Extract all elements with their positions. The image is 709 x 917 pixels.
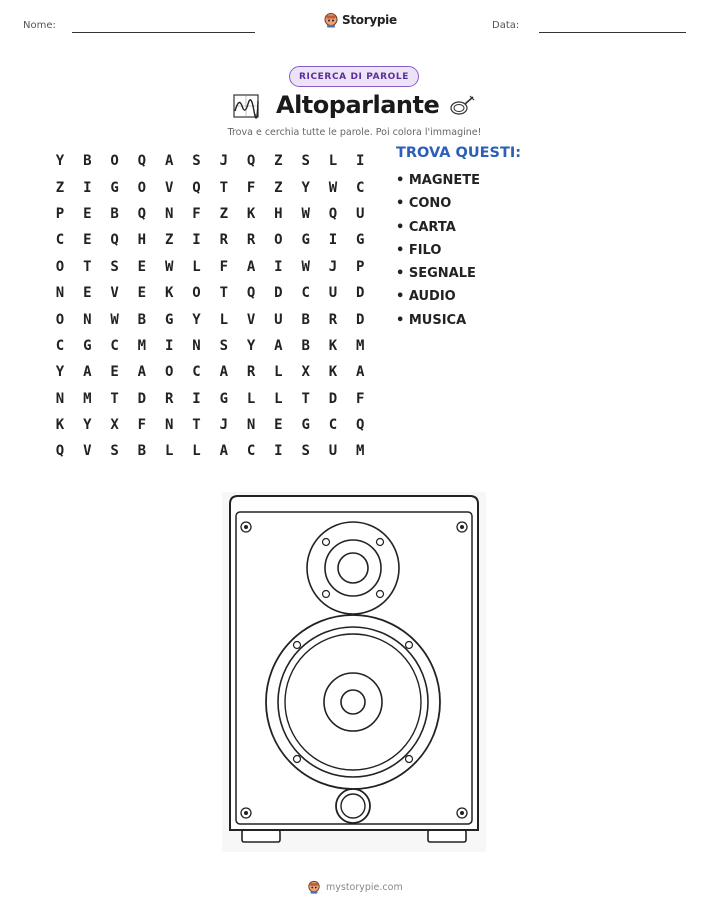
grid-letter[interactable]: C <box>246 443 256 460</box>
grid-letter[interactable]: A <box>274 337 283 354</box>
date-label: Data: <box>492 20 520 31</box>
grid-letter[interactable]: R <box>328 311 338 328</box>
date-line[interactable] <box>539 32 686 33</box>
grid-letter[interactable]: B <box>110 205 119 222</box>
grid-letter[interactable]: Q <box>328 205 338 222</box>
grid-letter[interactable]: L <box>192 258 201 275</box>
grid-letter[interactable]: I <box>274 443 283 460</box>
grid-letter[interactable]: R <box>164 390 174 407</box>
grid-letter[interactable]: X <box>301 364 310 381</box>
grid-letter[interactable]: E <box>137 285 147 302</box>
grid-letter[interactable]: M <box>356 337 365 354</box>
grid-letter[interactable]: L <box>274 364 283 381</box>
grid-letter[interactable]: B <box>137 443 147 460</box>
grid-letter[interactable]: E <box>137 258 147 275</box>
grid-letter[interactable]: F <box>192 205 201 222</box>
grid-letter[interactable]: S <box>192 153 201 170</box>
grid-letter[interactable]: X <box>110 417 119 434</box>
grid-letter[interactable]: J <box>328 258 338 275</box>
grid-letter[interactable]: F <box>246 179 256 196</box>
grid-letter[interactable]: S <box>110 258 119 275</box>
grid-letter[interactable]: K <box>246 205 256 222</box>
grid-letter[interactable]: O <box>192 285 201 302</box>
grid-letter[interactable]: N <box>246 417 256 434</box>
grid-letter[interactable]: U <box>328 285 338 302</box>
grid-letter[interactable]: V <box>110 285 119 302</box>
grid-letter[interactable]: U <box>328 443 338 460</box>
grid-letter[interactable]: K <box>328 364 338 381</box>
grid-letter[interactable]: I <box>192 390 201 407</box>
word-item: • FILO <box>396 242 442 258</box>
grid-letter[interactable]: T <box>301 390 310 407</box>
grid-letter[interactable]: N <box>164 205 174 222</box>
grid-letter[interactable]: S <box>110 443 119 460</box>
grid-letter[interactable]: U <box>356 205 365 222</box>
grid-letter[interactable]: O <box>164 364 174 381</box>
grid-letter[interactable]: Q <box>246 285 256 302</box>
grid-letter[interactable]: B <box>301 311 310 328</box>
grid-letter[interactable]: G <box>301 232 310 249</box>
page-title: Altoparlante <box>276 91 440 119</box>
grid-letter[interactable]: L <box>219 311 228 328</box>
grid-letter[interactable]: W <box>301 258 310 275</box>
grid-letter[interactable]: F <box>219 258 228 275</box>
grid-letter[interactable]: W <box>164 258 174 275</box>
grid-letter[interactable]: O <box>110 153 119 170</box>
grid-letter[interactable]: Y <box>83 417 92 434</box>
grid-letter[interactable]: W <box>301 205 310 222</box>
grid-letter[interactable]: G <box>83 337 92 354</box>
grid-letter[interactable]: C <box>55 337 65 354</box>
grid-letter[interactable]: K <box>328 337 338 354</box>
activity-badge: RICERCA DI PAROLE <box>289 66 419 87</box>
grid-letter[interactable]: E <box>83 232 92 249</box>
grid-letter[interactable]: B <box>83 153 92 170</box>
grid-letter[interactable]: Y <box>301 179 310 196</box>
grid-letter[interactable]: R <box>246 232 256 249</box>
grid-letter[interactable]: Q <box>137 153 147 170</box>
grid-letter[interactable]: Z <box>274 179 283 196</box>
grid-letter[interactable]: U <box>274 311 283 328</box>
grid-letter[interactable]: A <box>219 443 228 460</box>
grid-letter[interactable]: A <box>219 364 228 381</box>
grid-letter[interactable]: T <box>192 417 201 434</box>
grid-letter[interactable]: V <box>246 311 256 328</box>
grid-letter[interactable]: G <box>219 390 228 407</box>
brand-name: Storypie <box>342 13 397 27</box>
grid-letter[interactable]: P <box>356 258 365 275</box>
grid-letter[interactable]: L <box>192 443 201 460</box>
word-item: • CONO <box>396 196 452 212</box>
grid-letter[interactable]: M <box>137 337 147 354</box>
grid-letter[interactable]: K <box>164 285 174 302</box>
grid-letter[interactable]: J <box>219 153 228 170</box>
grid-letter[interactable]: D <box>137 390 147 407</box>
word-item: • CARTA <box>396 219 456 235</box>
magnet-coil-icon <box>448 93 476 119</box>
grid-letter[interactable]: P <box>55 205 65 222</box>
word-item: • MUSICA <box>396 312 467 328</box>
grid-letter[interactable]: Q <box>110 232 119 249</box>
grid-letter[interactable]: Y <box>246 337 256 354</box>
word-search-grid <box>50 148 378 465</box>
grid-letter[interactable]: A <box>83 364 92 381</box>
grid-letter[interactable]: A <box>164 153 174 170</box>
grid-letter[interactable]: Q <box>246 153 256 170</box>
grid-letter[interactable]: K <box>55 417 65 434</box>
grid-letter[interactable]: V <box>164 179 174 196</box>
grid-letter[interactable]: Q <box>356 417 365 434</box>
grid-letter[interactable]: D <box>356 285 365 302</box>
grid-letter[interactable]: F <box>356 390 365 407</box>
grid-letter[interactable]: D <box>274 285 283 302</box>
grid-letter[interactable]: S <box>219 337 228 354</box>
grid-letter[interactable]: R <box>246 364 256 381</box>
grid-letter[interactable]: Z <box>274 153 283 170</box>
grid-letter[interactable]: H <box>137 232 147 249</box>
grid-letter[interactable]: T <box>83 258 92 275</box>
grid-letter[interactable]: T <box>219 285 228 302</box>
instructions: Trova e cerchia tutte le parole. Poi colora l'immagine! <box>227 127 482 138</box>
grid-letter[interactable]: N <box>164 417 174 434</box>
footer <box>307 880 403 894</box>
grid-letter[interactable]: E <box>83 285 92 302</box>
word-item: • MAGNETE <box>396 173 481 188</box>
grid-letter[interactable]: Z <box>164 232 174 249</box>
grid-letter[interactable]: L <box>328 153 338 170</box>
grid-letter[interactable]: S <box>301 443 310 460</box>
grid-letter[interactable]: G <box>164 311 174 328</box>
grid-letter[interactable]: C <box>356 179 365 196</box>
grid-letter[interactable]: E <box>110 364 119 381</box>
grid-letter[interactable]: Z <box>219 205 228 222</box>
speaker-illustration <box>222 492 486 852</box>
grid-letter[interactable]: H <box>274 205 283 222</box>
grid-letter[interactable]: I <box>164 337 174 354</box>
grid-letter[interactable]: V <box>83 443 92 460</box>
grid-letter[interactable]: T <box>110 390 119 407</box>
grid-letter[interactable]: N <box>55 390 65 407</box>
grid-letter[interactable]: D <box>328 390 338 407</box>
grid-letter[interactable]: G <box>301 417 310 434</box>
grid-letter[interactable]: L <box>274 390 283 407</box>
grid-letter[interactable]: A <box>356 364 365 381</box>
grid-letter[interactable]: C <box>110 337 119 354</box>
grid-letter[interactable]: L <box>164 443 174 460</box>
grid-letter[interactable]: O <box>55 258 65 275</box>
oscilloscope-icon <box>232 93 260 119</box>
word-list-title: TROVA QUESTI: <box>396 145 522 161</box>
grid-letter[interactable]: O <box>137 179 147 196</box>
grid-letter[interactable]: I <box>356 153 365 170</box>
grid-letter[interactable]: W <box>110 311 119 328</box>
brand-logo <box>323 12 397 28</box>
grid-letter[interactable]: Y <box>55 153 65 170</box>
grid-letter[interactable]: Y <box>55 364 65 381</box>
word-item: • SEGNALE <box>396 266 476 282</box>
grid-letter[interactable]: C <box>192 364 201 381</box>
footer-url[interactable]: mystorypie.com <box>326 881 403 893</box>
grid-letter[interactable]: M <box>83 390 92 407</box>
grid-letter[interactable]: I <box>274 258 283 275</box>
grid-letter[interactable]: G <box>356 232 365 249</box>
grid-letter[interactable]: E <box>83 205 92 222</box>
word-list <box>396 172 480 335</box>
grid-letter[interactable]: C <box>301 285 310 302</box>
grid-letter[interactable]: A <box>246 258 256 275</box>
grid-letter[interactable]: F <box>137 417 147 434</box>
grid-letter[interactable]: O <box>274 232 283 249</box>
grid-letter[interactable]: B <box>301 337 310 354</box>
grid-letter[interactable]: Q <box>137 205 147 222</box>
grid-letter[interactable]: W <box>328 179 338 196</box>
grid-letter[interactable]: O <box>55 311 65 328</box>
grid-letter[interactable]: I <box>83 179 92 196</box>
grid-letter[interactable]: N <box>83 311 92 328</box>
grid-letter[interactable]: R <box>219 232 228 249</box>
grid-letter[interactable]: I <box>192 232 201 249</box>
storypie-mascot-icon <box>307 880 321 894</box>
grid-letter[interactable]: N <box>192 337 201 354</box>
grid-letter[interactable]: A <box>137 364 147 381</box>
storypie-mascot-icon <box>323 12 339 28</box>
name-line[interactable] <box>72 32 255 33</box>
grid-letter[interactable]: D <box>356 311 365 328</box>
grid-letter[interactable]: C <box>328 417 338 434</box>
grid-letter[interactable]: J <box>219 417 228 434</box>
grid-letter[interactable]: I <box>328 232 338 249</box>
grid-letter[interactable]: Q <box>192 179 201 196</box>
grid-letter[interactable]: C <box>55 232 65 249</box>
grid-letter[interactable]: Z <box>55 179 65 196</box>
grid-letter[interactable]: N <box>55 285 65 302</box>
grid-letter[interactable]: E <box>274 417 283 434</box>
grid-letter[interactable]: Q <box>55 443 65 460</box>
name-label: Nome: <box>23 20 56 31</box>
grid-letter[interactable]: S <box>301 153 310 170</box>
grid-letter[interactable]: M <box>356 443 365 460</box>
grid-letter[interactable]: B <box>137 311 147 328</box>
grid-letter[interactable]: Y <box>192 311 201 328</box>
word-item: • AUDIO <box>396 289 456 305</box>
grid-letter[interactable]: L <box>246 390 256 407</box>
grid-letter[interactable]: G <box>110 179 119 196</box>
grid-letter[interactable]: T <box>219 179 228 196</box>
